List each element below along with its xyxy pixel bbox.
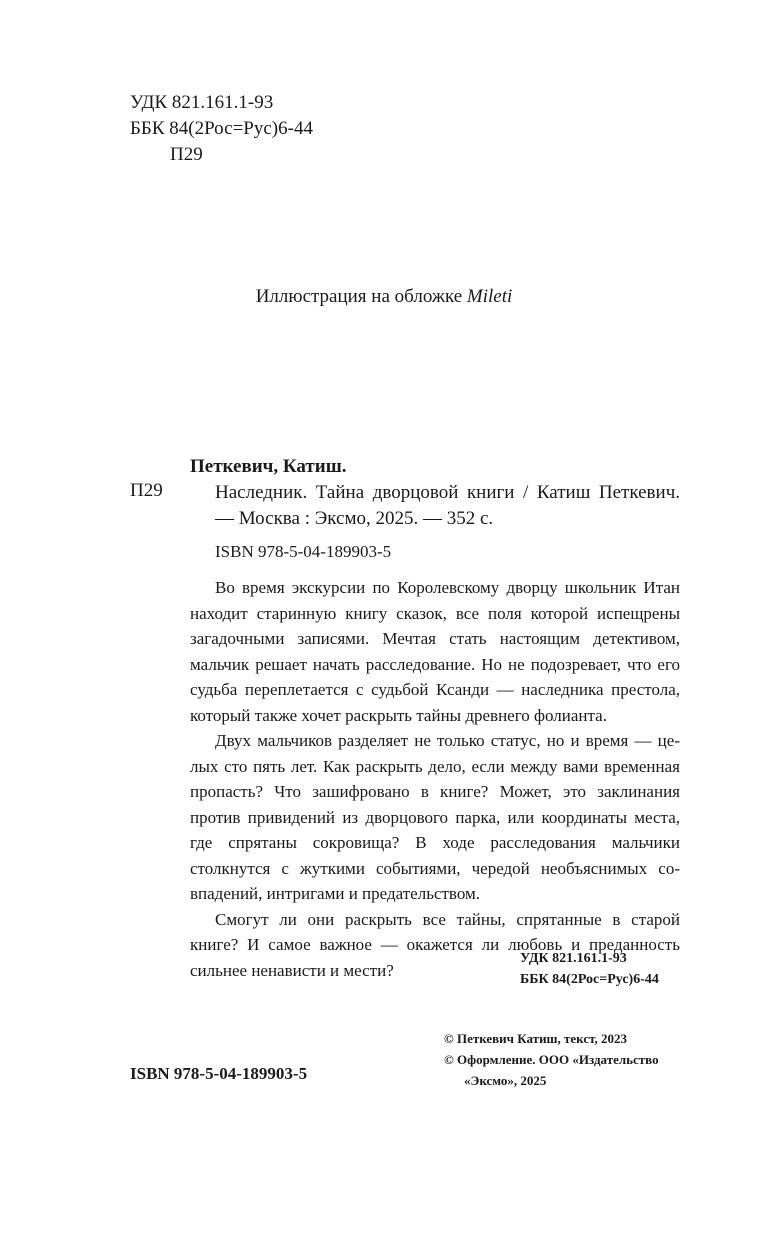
- annotation-paragraph-3: Смогут ли они раскрыть все тайны, спрятанные в старой книге? И самое важное — окажется ли любовь и преданность сильнее ненависти и мести?: [190, 909, 680, 980]
- footer-classification-codes: [520, 948, 659, 990]
- annotation-paragraph-2: Двух мальчиков разделяет не только статус, но и время — целых сто пять лет. Как раскрыть дело, если между вами временная пропасть? Что зашифровано в книге? Может, это заклинания против привидений из дворцового парка, или координаты места, где спрятаны сокровища? В ходе расследования мальчики столкнутся с жуткими событиями, чередой необъяснимых совпадений, интригами и предательством.: [190, 731, 680, 903]
- catalog-description: Наследник. Тайна дворцовой книги / Катиш Петкевич. — Москва : Эксмо, 2025. — 352 с.: [215, 482, 680, 529]
- catalog-author: Петкевич, Катиш.: [190, 456, 347, 477]
- annotation-paragraph-1: Во время экскурсии по Королевскому дворцу школьник Итан находит старинную книгу сказок, все поля которой испещрены загадочными записями. Мечтая стать настоящим детективом, мальчик решает начать расследование. Но не подозревает, что его судьба переплетается с судьбой Ксанди — наследника престола, который также хочет раскрыть тайны древнего фолианта.: [190, 578, 680, 725]
- udk-code: УДК 821.161.1-93: [130, 92, 274, 113]
- footer-udk-code: УДК 821.161.1-93: [520, 951, 627, 966]
- copyright-design-line: © Оформление. ООО «Издательство: [444, 1052, 659, 1067]
- isbn-bottom: ISBN 978-5-04-189903-5: [130, 1064, 308, 1083]
- bbk-code: ББК 84(2Рос=Рус)6-44: [130, 118, 313, 139]
- copyright-block: [444, 1028, 659, 1091]
- annotation: [190, 575, 680, 983]
- illustration-credit-label: Иллюстрация на обложке: [255, 286, 467, 307]
- footer-bbk-code: ББК 84(2Рос=Рус)6-44: [520, 972, 659, 987]
- header-classification-codes: [130, 90, 313, 168]
- catalog-author-mark: П29: [130, 480, 163, 501]
- copyright-publisher-line: «Эксмо», 2025: [464, 1073, 547, 1088]
- copyright-text-line: © Петкевич Катиш, текст, 2023: [444, 1031, 628, 1046]
- author-mark: П29: [170, 144, 203, 165]
- catalog-isbn: ISBN 978-5-04-189903-5: [215, 542, 392, 561]
- illustration-artist: Mileti: [466, 286, 513, 307]
- illustration-credit: [0, 286, 768, 308]
